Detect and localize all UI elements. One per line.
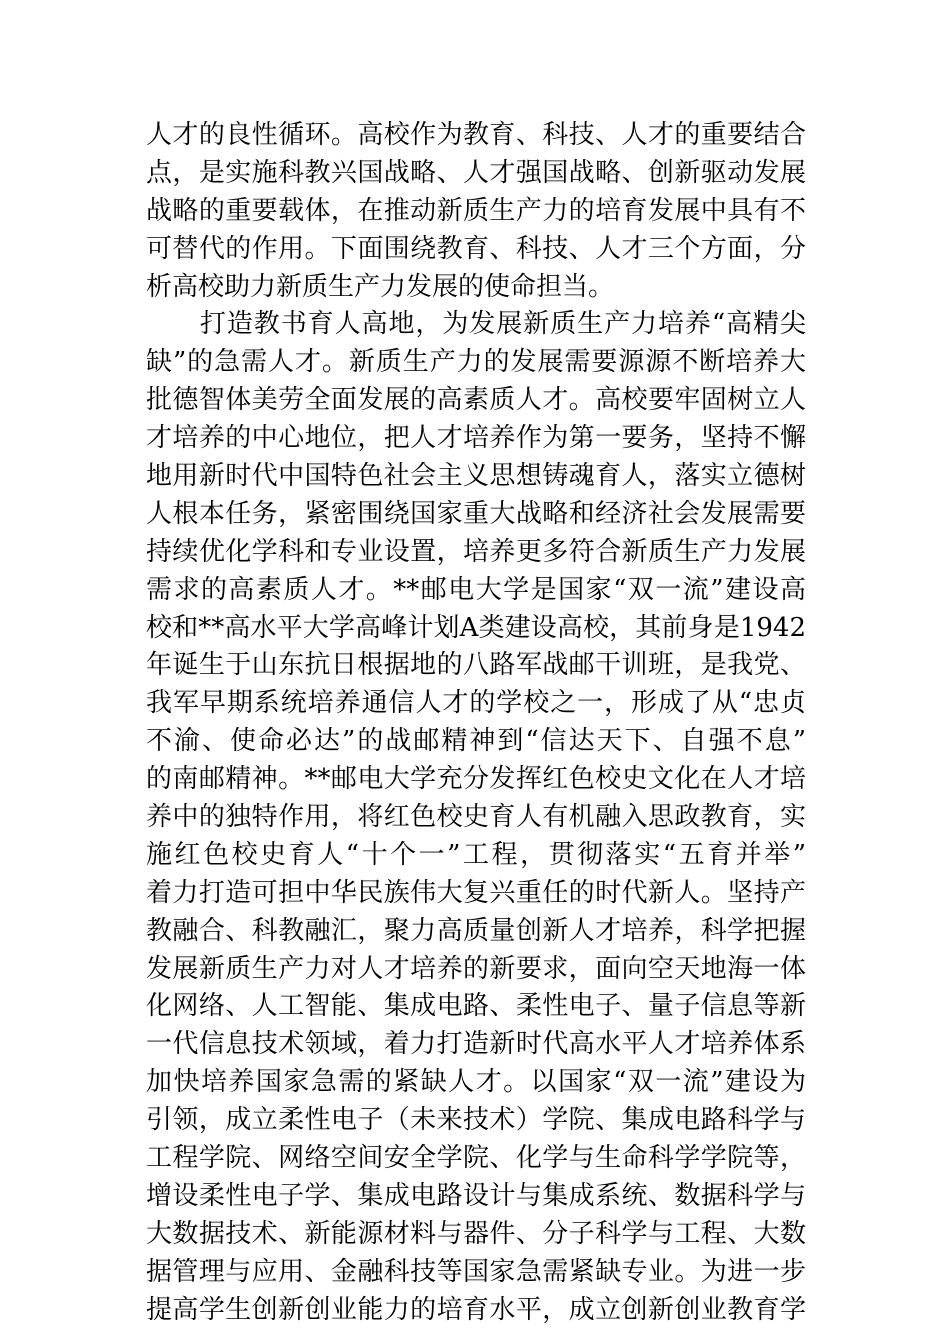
text-line: 大数据技术、新能源材料与器件、分子科学与工程、大数 [146, 1218, 806, 1249]
text-line: 我军早期系统培养通信人才的学校之一，形成了从“忠贞 [146, 688, 806, 719]
text-line: 引领，成立柔性电子（未来技术）学院、集成电路科学与 [146, 1105, 806, 1136]
text-line: 打造教书育人高地，为发展新质生产力培养“高精尖 [146, 309, 806, 340]
text-line: 不渝、使命必达”的战邮精神到“信达天下、自强不息” [146, 726, 806, 757]
text-line: 校和**高水平大学高峰计划A类建设高校，其前身是1942 [146, 612, 806, 643]
text-line: 析高校助力新质生产力发展的使命担当。 [146, 271, 615, 302]
text-line: 教融合、科教融汇，聚力高质量创新人才培养，科学把握 [146, 915, 806, 946]
text-line: 年诞生于山东抗日根据地的八路军战邮干训班，是我党、 [146, 650, 806, 681]
text-line: 施红色校史育人“十个一”工程，贯彻落实“五育并举” [146, 839, 806, 870]
text-line: 增设柔性电子学、集成电路设计与集成系统、数据科学与 [146, 1180, 806, 1211]
text-line: 着力打造可担中华民族伟大复兴重任的时代新人。坚持产 [146, 877, 806, 908]
text-line: 工程学院、网络空间安全学院、化学与生命科学学院等， [146, 1143, 806, 1174]
text-line: 战略的重要载体，在推动新质生产力的培育发展中具有不 [146, 195, 806, 226]
text-line: 地用新时代中国特色社会主义思想铸魂育人，落实立德树 [146, 461, 806, 492]
text-line: 需求的高素质人才。**邮电大学是国家“双一流”建设高 [146, 574, 806, 605]
text-line: 发展新质生产力对人才培养的新要求，面向空天地海一体 [146, 953, 806, 984]
text-line: 点，是实施科教兴国战略、人才强国战略、创新驱动发展 [146, 157, 806, 188]
text-line: 缺”的急需人才。新质生产力的发展需要源源不断培养大 [146, 347, 806, 378]
text-line: 人根本任务，紧密围绕国家重大战略和经济社会发展需要 [146, 498, 806, 529]
text-line: 可替代的作用。下面围绕教育、科技、人才三个方面，分 [146, 233, 806, 264]
body-text [146, 117, 806, 1330]
text-line: 据管理与应用、金融科技等国家急需紧缺专业。为进一步 [146, 1256, 806, 1287]
text-line: 的南邮精神。**邮电大学充分发挥红色校史文化在人才培 [146, 764, 806, 795]
text-line: 持续优化学科和专业设置，培养更多符合新质生产力发展 [146, 536, 806, 567]
text-line: 加快培养国家急需的紧缺人才。以国家“双一流”建设为 [146, 1067, 806, 1098]
text-line: 养中的独特作用，将红色校史育人有机融入思政教育，实 [146, 802, 806, 833]
text-line: 人才的良性循环。高校作为教育、科技、人才的重要结合 [146, 120, 806, 150]
text-line: 才培养的中心地位，把人才培养作为第一要务，坚持不懈 [146, 423, 806, 454]
text-line: 一代信息技术领域，着力打造新时代高水平人才培养体系 [146, 1029, 806, 1060]
text-line: 化网络、人工智能、集成电路、柔性电子、量子信息等新 [146, 991, 806, 1022]
text-line: 批德智体美劳全面发展的高素质人才。高校要牢固树立人 [146, 385, 806, 416]
text-line: 提高学生创新创业能力的培育水平，成立创新创业教育学 [146, 1294, 806, 1325]
